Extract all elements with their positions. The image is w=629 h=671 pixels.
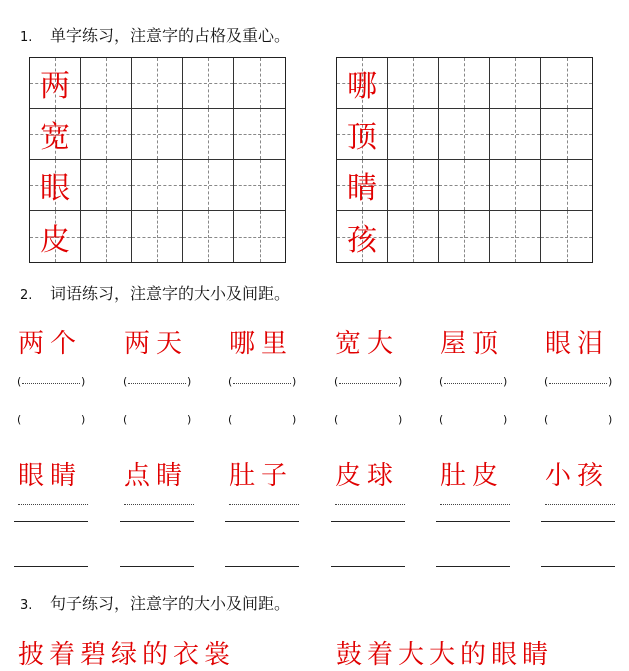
grid-cell <box>30 160 81 211</box>
pinyin-dotted-line[interactable] <box>229 504 299 505</box>
word-row1-3: 哪里 <box>229 329 294 359</box>
grid-cell <box>30 109 81 160</box>
word-row1-1: 两个 <box>18 329 83 359</box>
character-grid-left <box>29 57 286 263</box>
grid-cell <box>337 58 388 109</box>
paren-open: ( <box>544 413 549 426</box>
word-row2-1: 眼睛 <box>18 461 83 491</box>
paren-close: ) <box>503 375 508 388</box>
paren-close: ) <box>187 413 192 426</box>
writing-line[interactable] <box>225 521 299 522</box>
pinyin-dotted-blank[interactable] <box>339 383 397 384</box>
section-number: 3. <box>20 598 33 613</box>
word-row2-4: 皮球 <box>335 461 400 491</box>
section-1-heading <box>20 26 290 48</box>
grid-cell[interactable] <box>439 109 490 160</box>
paren-open: ( <box>544 375 549 388</box>
pinyin-dotted-line[interactable] <box>545 504 615 505</box>
grid-cell[interactable] <box>541 109 592 160</box>
grid-cell[interactable] <box>81 160 132 211</box>
paren-open: ( <box>334 413 339 426</box>
pinyin-dotted-blank[interactable] <box>233 383 291 384</box>
writing-line[interactable] <box>436 521 510 522</box>
grid-cell[interactable] <box>541 160 592 211</box>
grid-cell[interactable] <box>132 211 183 262</box>
word-row2-5: 肚皮 <box>440 461 505 491</box>
word-row2-6: 小孩 <box>545 461 610 491</box>
grid-cell[interactable] <box>132 58 183 109</box>
paren-close: ) <box>81 375 86 388</box>
grid-cell[interactable] <box>490 109 541 160</box>
writing-line[interactable] <box>331 566 405 567</box>
grid-cell[interactable] <box>81 211 132 262</box>
grid-cell[interactable] <box>183 160 234 211</box>
grid-cell[interactable] <box>439 211 490 262</box>
section-title: 单字练习，注意字的占格及重心。 <box>50 26 291 45</box>
paren-open: ( <box>439 375 444 388</box>
word-row1-2: 两天 <box>124 329 189 359</box>
grid-cell[interactable] <box>234 109 285 160</box>
paren-close: ) <box>187 375 192 388</box>
word-row2-3: 肚子 <box>229 461 294 491</box>
paren-open: ( <box>228 375 233 388</box>
grid-cell[interactable] <box>388 160 439 211</box>
section-title: 词语练习，注意字的大小及间距。 <box>50 284 291 303</box>
paren-close: ) <box>608 375 613 388</box>
character-grid-right <box>336 57 593 263</box>
paren-open: ( <box>439 413 444 426</box>
model-character: 睛 <box>347 171 377 206</box>
writing-line[interactable] <box>541 521 615 522</box>
writing-line[interactable] <box>225 566 299 567</box>
grid-cell[interactable] <box>388 58 439 109</box>
pinyin-dotted-line[interactable] <box>18 504 88 505</box>
sentence-2: 鼓着大大的眼睛 <box>336 640 554 670</box>
grid-cell <box>30 211 81 262</box>
model-character: 宽 <box>40 120 70 155</box>
paren-close: ) <box>608 413 613 426</box>
paren-close: ) <box>292 413 297 426</box>
pinyin-dotted-blank[interactable] <box>549 383 607 384</box>
model-character: 哪 <box>347 69 377 104</box>
grid-cell[interactable] <box>541 58 592 109</box>
model-character: 顶 <box>347 120 377 155</box>
grid-cell[interactable] <box>541 211 592 262</box>
model-character: 两 <box>40 69 70 104</box>
grid-cell[interactable] <box>234 211 285 262</box>
model-character: 皮 <box>40 222 70 258</box>
grid-cell[interactable] <box>183 58 234 109</box>
pinyin-dotted-line[interactable] <box>335 504 405 505</box>
grid-cell[interactable] <box>234 58 285 109</box>
paren-open: ( <box>123 375 128 388</box>
paren-close: ) <box>292 375 297 388</box>
grid-cell[interactable] <box>388 211 439 262</box>
word-row2-2: 点睛 <box>124 461 189 491</box>
grid-cell[interactable] <box>132 160 183 211</box>
grid-cell[interactable] <box>132 109 183 160</box>
grid-cell <box>337 211 388 262</box>
grid-cell <box>30 58 81 109</box>
grid-cell <box>337 160 388 211</box>
writing-line[interactable] <box>14 521 88 522</box>
paren-close: ) <box>81 413 86 426</box>
writing-line[interactable] <box>14 566 88 567</box>
grid-cell[interactable] <box>183 109 234 160</box>
paren-close: ) <box>398 413 403 426</box>
section-number: 1. <box>20 30 33 45</box>
section-3-heading <box>20 594 290 616</box>
pinyin-dotted-line[interactable] <box>440 504 510 505</box>
grid-cell[interactable] <box>490 58 541 109</box>
paren-close: ) <box>398 375 403 388</box>
section-title: 句子练习，注意字的大小及间距。 <box>50 594 291 613</box>
word-row1-5: 屋顶 <box>440 329 505 359</box>
grid-cell[interactable] <box>439 160 490 211</box>
paren-close: ) <box>503 413 508 426</box>
model-character: 孩 <box>347 222 377 258</box>
section-2-heading <box>20 284 290 306</box>
paren-open: ( <box>334 375 339 388</box>
writing-line[interactable] <box>120 521 194 522</box>
pinyin-dotted-blank[interactable] <box>22 383 80 384</box>
section-number: 2. <box>20 288 33 303</box>
writing-line[interactable] <box>541 566 615 567</box>
word-row1-4: 宽大 <box>335 329 400 359</box>
word-row1-6: 眼泪 <box>545 329 610 359</box>
grid-cell[interactable] <box>388 109 439 160</box>
pinyin-dotted-blank[interactable] <box>444 383 502 384</box>
sentence-1: 披着碧绿的衣裳 <box>18 640 236 670</box>
writing-line[interactable] <box>331 521 405 522</box>
grid-cell[interactable] <box>81 109 132 160</box>
grid-cell[interactable] <box>81 58 132 109</box>
paren-open: ( <box>17 375 22 388</box>
paren-open: ( <box>228 413 233 426</box>
writing-line[interactable] <box>120 566 194 567</box>
model-character: 眼 <box>40 171 70 206</box>
grid-cell <box>337 109 388 160</box>
pinyin-dotted-blank[interactable] <box>128 383 186 384</box>
grid-cell[interactable] <box>183 211 234 262</box>
grid-cell[interactable] <box>439 58 490 109</box>
paren-open: ( <box>123 413 128 426</box>
paren-open: ( <box>17 413 22 426</box>
pinyin-dotted-line[interactable] <box>124 504 194 505</box>
writing-line[interactable] <box>436 566 510 567</box>
grid-cell[interactable] <box>490 211 541 262</box>
grid-cell[interactable] <box>234 160 285 211</box>
grid-cell[interactable] <box>490 160 541 211</box>
